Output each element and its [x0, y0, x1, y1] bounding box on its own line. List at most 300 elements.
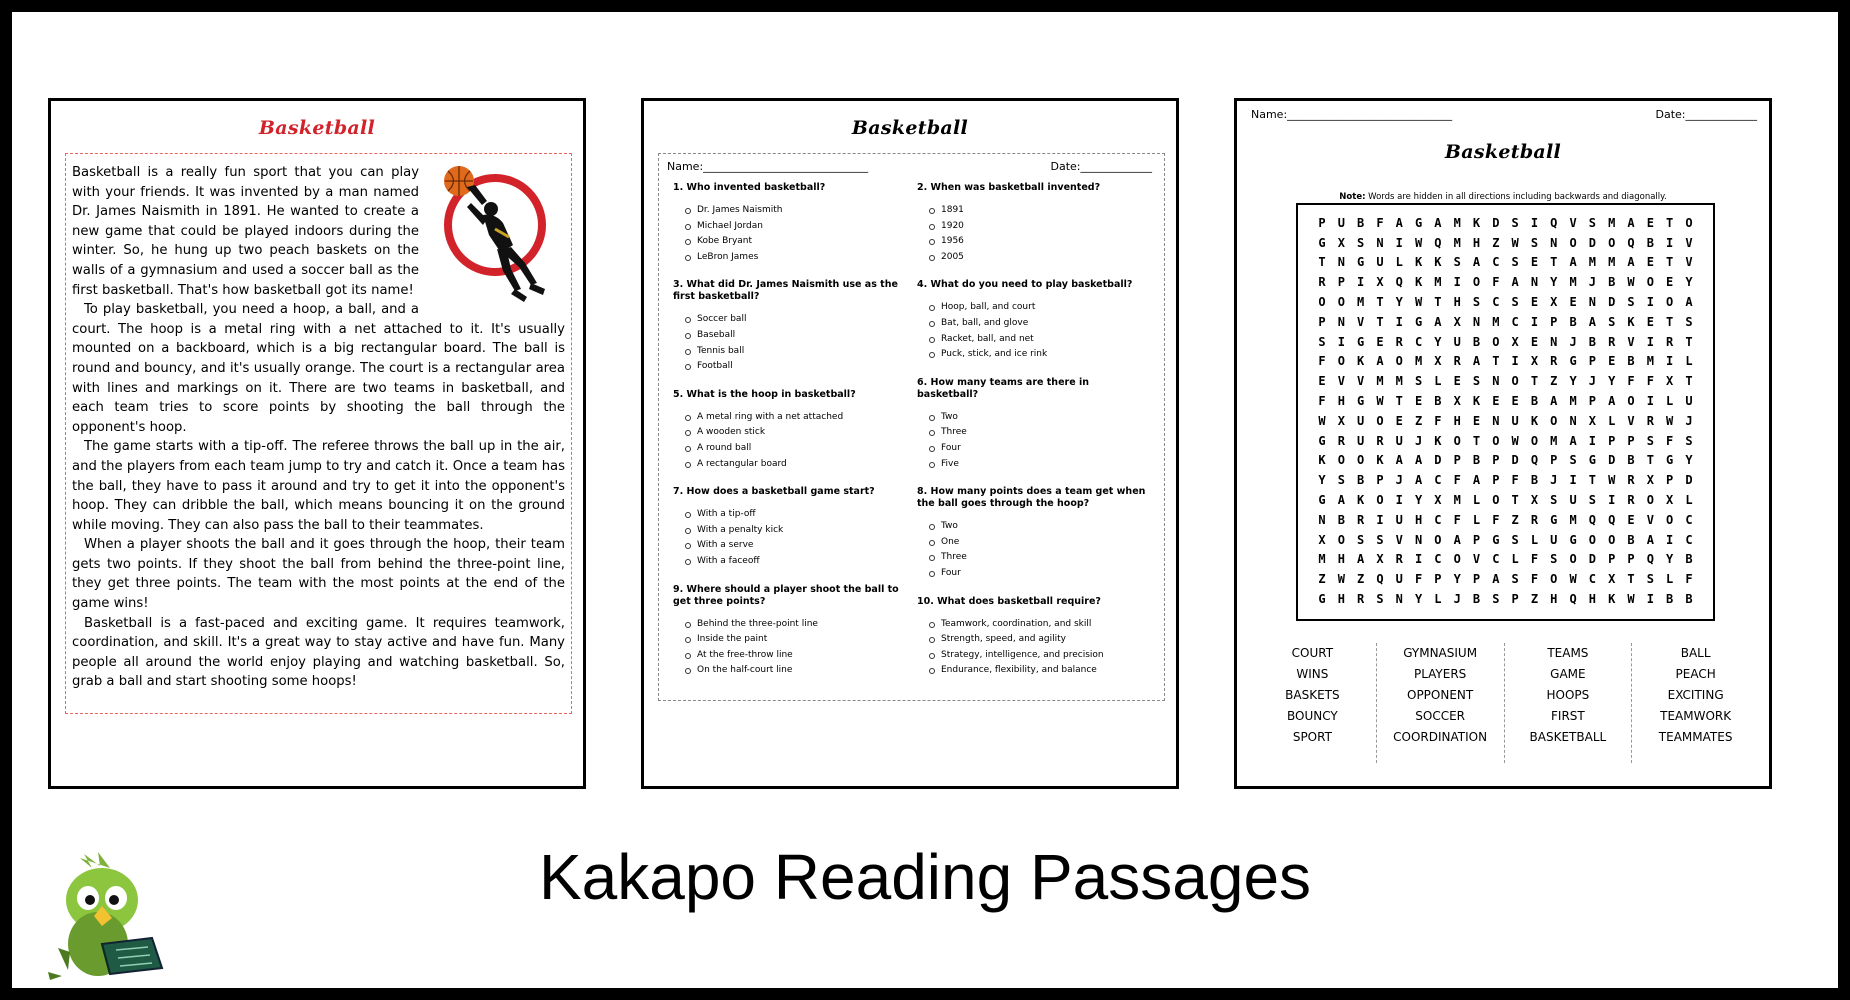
grid-letter[interactable]: O — [1588, 532, 1596, 547]
grid-letter[interactable]: G — [1569, 532, 1577, 547]
grid-letter[interactable]: E — [1376, 334, 1384, 349]
grid-letter[interactable]: A — [1434, 314, 1442, 329]
grid-letter[interactable]: S — [1337, 473, 1345, 488]
grid-letter[interactable]: E — [1414, 394, 1423, 409]
grid-letter[interactable]: Q — [1627, 235, 1635, 250]
grid-letter[interactable]: W — [1337, 572, 1345, 587]
grid-letter[interactable]: U — [1395, 512, 1403, 527]
grid-letter[interactable]: O — [1337, 354, 1345, 369]
grid-letter[interactable]: C — [1434, 552, 1442, 567]
grid-letter[interactable]: Y — [1666, 552, 1674, 567]
grid-letter[interactable]: R — [1357, 592, 1365, 607]
grid-letter[interactable]: F — [1453, 473, 1461, 488]
grid-letter[interactable]: E — [1492, 394, 1500, 409]
grid-letter[interactable]: B — [1472, 592, 1481, 607]
grid-letter[interactable]: S — [1627, 295, 1635, 310]
grid-letter[interactable]: I — [1646, 592, 1654, 607]
grid-letter[interactable]: X — [1666, 493, 1674, 508]
grid-letter[interactable]: R — [1357, 512, 1365, 527]
grid-letter[interactable]: G — [1569, 354, 1577, 369]
grid-letter[interactable]: T — [1318, 255, 1326, 270]
grid-letter[interactable]: F — [1434, 413, 1442, 428]
grid-letter[interactable]: V — [1357, 374, 1365, 389]
grid-letter[interactable]: V — [1627, 413, 1635, 428]
grid-letter[interactable]: T — [1492, 354, 1500, 369]
grid-letter[interactable]: Q — [1550, 215, 1558, 230]
quiz-option[interactable]: 1920 — [929, 219, 1147, 235]
grid-letter[interactable]: H — [1453, 295, 1461, 310]
grid-letter[interactable]: Z — [1414, 413, 1423, 428]
grid-letter[interactable]: M — [1453, 235, 1461, 250]
grid-letter[interactable]: E — [1472, 413, 1481, 428]
grid-letter[interactable]: P — [1550, 314, 1558, 329]
grid-letter[interactable]: M — [1376, 374, 1384, 389]
grid-letter[interactable]: V — [1627, 334, 1635, 349]
grid-letter[interactable]: O — [1646, 493, 1654, 508]
grid-letter[interactable]: A — [1472, 255, 1481, 270]
grid-letter[interactable]: L — [1395, 255, 1403, 270]
grid-letter[interactable]: T — [1550, 255, 1558, 270]
grid-letter[interactable]: B — [1434, 394, 1442, 409]
grid-letter[interactable]: P — [1550, 453, 1558, 468]
grid-letter[interactable]: I — [1511, 354, 1519, 369]
grid-letter[interactable]: A — [1395, 215, 1403, 230]
grid-letter[interactable]: K — [1472, 394, 1481, 409]
grid-letter[interactable]: M — [1569, 275, 1577, 290]
grid-letter[interactable]: S — [1511, 572, 1519, 587]
grid-letter[interactable]: T — [1666, 215, 1674, 230]
grid-letter[interactable]: O — [1685, 215, 1693, 230]
grid-letter[interactable]: W — [1414, 295, 1423, 310]
quiz-option[interactable]: Endurance, flexibility, and balance — [929, 663, 1147, 679]
grid-letter[interactable]: Q — [1608, 512, 1616, 527]
grid-letter[interactable]: P — [1492, 453, 1500, 468]
grid-letter[interactable]: I — [1376, 512, 1384, 527]
grid-letter[interactable]: E — [1646, 255, 1654, 270]
grid-letter[interactable]: W — [1608, 473, 1616, 488]
grid-letter[interactable]: S — [1511, 215, 1519, 230]
grid-letter[interactable]: E — [1318, 374, 1326, 389]
grid-letter[interactable]: T — [1511, 493, 1519, 508]
grid-letter[interactable]: V — [1646, 512, 1654, 527]
grid-letter[interactable]: Y — [1685, 453, 1693, 468]
grid-letter[interactable]: W — [1569, 572, 1577, 587]
grid-letter[interactable]: L — [1434, 374, 1442, 389]
grid-letter[interactable]: L — [1685, 493, 1693, 508]
grid-letter[interactable]: H — [1337, 592, 1345, 607]
grid-letter[interactable]: O — [1376, 413, 1384, 428]
grid-letter[interactable]: A — [1627, 255, 1635, 270]
quiz-option[interactable]: Four — [929, 566, 1147, 582]
grid-letter[interactable]: E — [1395, 413, 1403, 428]
grid-letter[interactable]: F — [1492, 512, 1500, 527]
grid-letter[interactable]: N — [1550, 334, 1558, 349]
grid-letter[interactable]: F — [1646, 374, 1654, 389]
grid-letter[interactable]: J — [1588, 275, 1596, 290]
grid-letter[interactable]: U — [1395, 433, 1403, 448]
grid-letter[interactable]: T — [1646, 453, 1654, 468]
quiz-option[interactable]: Michael Jordan — [685, 219, 903, 235]
grid-letter[interactable]: K — [1357, 493, 1365, 508]
grid-letter[interactable]: K — [1357, 354, 1365, 369]
quiz-option[interactable]: Two — [929, 519, 1147, 535]
grid-letter[interactable]: O — [1357, 453, 1365, 468]
grid-letter[interactable]: K — [1434, 433, 1442, 448]
grid-letter[interactable]: D — [1511, 453, 1519, 468]
grid-letter[interactable]: I — [1646, 394, 1654, 409]
grid-letter[interactable]: D — [1434, 453, 1442, 468]
grid-letter[interactable]: T — [1588, 473, 1596, 488]
grid-letter[interactable]: L — [1511, 552, 1519, 567]
grid-letter[interactable]: S — [1472, 374, 1481, 389]
grid-letter[interactable]: K — [1318, 453, 1326, 468]
quiz-option[interactable]: Two — [929, 410, 1147, 426]
quiz-option[interactable]: Puck, stick, and ice rink — [929, 347, 1147, 363]
grid-letter[interactable]: Z — [1492, 235, 1500, 250]
grid-letter[interactable]: B — [1666, 592, 1674, 607]
quiz-option[interactable]: Five — [929, 457, 1147, 473]
quiz-option[interactable]: A round ball — [685, 441, 903, 457]
quiz-option[interactable]: With a tip-off — [685, 507, 903, 523]
grid-letter[interactable]: X — [1337, 413, 1345, 428]
grid-letter[interactable]: J — [1395, 473, 1403, 488]
grid-letter[interactable]: G — [1414, 215, 1423, 230]
grid-letter[interactable]: O — [1492, 493, 1500, 508]
grid-letter[interactable]: G — [1588, 453, 1596, 468]
grid-letter[interactable]: R — [1453, 354, 1461, 369]
grid-letter[interactable]: N — [1530, 275, 1539, 290]
grid-letter[interactable]: Y — [1434, 334, 1442, 349]
quiz-option[interactable]: Kobe Bryant — [685, 234, 903, 250]
grid-letter[interactable]: O — [1569, 552, 1577, 567]
grid-letter[interactable]: U — [1357, 413, 1365, 428]
grid-letter[interactable]: S — [1588, 215, 1596, 230]
grid-letter[interactable]: L — [1472, 512, 1481, 527]
grid-letter[interactable]: Y — [1414, 493, 1423, 508]
grid-letter[interactable]: A — [1588, 314, 1596, 329]
grid-letter[interactable]: Z — [1511, 512, 1519, 527]
grid-letter[interactable]: B — [1685, 592, 1693, 607]
grid-letter[interactable]: P — [1318, 215, 1326, 230]
grid-letter[interactable]: M — [1608, 255, 1616, 270]
quiz-option[interactable]: Tennis ball — [685, 344, 903, 360]
grid-letter[interactable]: T — [1376, 314, 1384, 329]
grid-letter[interactable]: F — [1530, 572, 1539, 587]
grid-letter[interactable]: E — [1530, 255, 1539, 270]
grid-letter[interactable]: L — [1530, 532, 1539, 547]
grid-letter[interactable]: K — [1414, 255, 1423, 270]
quiz-option[interactable]: 1891 — [929, 203, 1147, 219]
grid-letter[interactable]: S — [1376, 592, 1384, 607]
grid-letter[interactable]: C — [1492, 255, 1500, 270]
grid-letter[interactable]: X — [1511, 334, 1519, 349]
grid-letter[interactable]: J — [1588, 374, 1596, 389]
grid-letter[interactable]: D — [1608, 295, 1616, 310]
grid-letter[interactable]: P — [1453, 453, 1461, 468]
grid-letter[interactable]: X — [1434, 493, 1442, 508]
grid-letter[interactable]: A — [1472, 354, 1481, 369]
grid-letter[interactable]: W — [1627, 275, 1635, 290]
grid-letter[interactable]: I — [1646, 295, 1654, 310]
grid-letter[interactable]: O — [1627, 394, 1635, 409]
grid-letter[interactable]: B — [1627, 453, 1635, 468]
grid-letter[interactable]: I — [1588, 433, 1596, 448]
grid-letter[interactable]: O — [1608, 532, 1616, 547]
grid-letter[interactable]: U — [1685, 394, 1693, 409]
grid-letter[interactable]: S — [1376, 532, 1384, 547]
grid-letter[interactable]: I — [1608, 493, 1616, 508]
grid-letter[interactable]: O — [1550, 572, 1558, 587]
grid-letter[interactable]: M — [1569, 394, 1577, 409]
quiz-option[interactable]: Football — [685, 359, 903, 375]
grid-letter[interactable]: Z — [1357, 572, 1365, 587]
grid-letter[interactable]: N — [1318, 512, 1326, 527]
grid-letter[interactable]: S — [1685, 314, 1693, 329]
grid-letter[interactable]: O — [1337, 532, 1345, 547]
grid-letter[interactable]: I — [1666, 532, 1674, 547]
grid-letter[interactable]: P — [1434, 572, 1442, 587]
grid-letter[interactable]: X — [1530, 493, 1539, 508]
grid-letter[interactable]: A — [1453, 532, 1461, 547]
grid-letter[interactable]: Q — [1569, 592, 1577, 607]
grid-letter[interactable]: S — [1511, 255, 1519, 270]
grid-letter[interactable]: X — [1434, 354, 1442, 369]
grid-letter[interactable]: A — [1434, 215, 1442, 230]
grid-letter[interactable]: N — [1492, 413, 1500, 428]
grid-letter[interactable]: L — [1666, 394, 1674, 409]
grid-letter[interactable]: K — [1608, 592, 1616, 607]
grid-letter[interactable]: H — [1550, 592, 1558, 607]
grid-letter[interactable]: Y — [1414, 592, 1423, 607]
grid-letter[interactable]: K — [1472, 215, 1481, 230]
grid-letter[interactable]: A — [1569, 433, 1577, 448]
grid-letter[interactable]: F — [1627, 374, 1635, 389]
grid-letter[interactable]: I — [1357, 275, 1365, 290]
grid-letter[interactable]: B — [1472, 334, 1481, 349]
grid-letter[interactable]: M — [1395, 374, 1403, 389]
grid-letter[interactable]: A — [1569, 255, 1577, 270]
grid-letter[interactable]: X — [1453, 394, 1461, 409]
grid-letter[interactable]: B — [1530, 394, 1539, 409]
grid-letter[interactable]: X — [1608, 572, 1616, 587]
grid-letter[interactable]: V — [1569, 215, 1577, 230]
grid-letter[interactable]: O — [1453, 552, 1461, 567]
grid-letter[interactable]: F — [1318, 354, 1326, 369]
grid-letter[interactable]: L — [1608, 413, 1616, 428]
grid-letter[interactable]: K — [1434, 255, 1442, 270]
quiz-option[interactable]: Soccer ball — [685, 312, 903, 328]
grid-letter[interactable]: G — [1318, 433, 1326, 448]
quiz-option[interactable]: On the half-court line — [685, 663, 903, 679]
grid-letter[interactable]: O — [1530, 433, 1539, 448]
quiz-option[interactable]: With a penalty kick — [685, 523, 903, 539]
grid-letter[interactable]: S — [1608, 314, 1616, 329]
quiz-option[interactable]: Bat, ball, and glove — [929, 316, 1147, 332]
grid-letter[interactable]: K — [1530, 413, 1539, 428]
grid-letter[interactable]: C — [1685, 512, 1693, 527]
grid-letter[interactable]: M — [1434, 275, 1442, 290]
grid-letter[interactable]: M — [1588, 255, 1596, 270]
grid-letter[interactable]: F — [1318, 394, 1326, 409]
grid-letter[interactable]: O — [1666, 295, 1674, 310]
grid-letter[interactable]: S — [1511, 532, 1519, 547]
grid-letter[interactable]: O — [1569, 235, 1577, 250]
grid-letter[interactable]: G — [1357, 334, 1365, 349]
grid-letter[interactable]: A — [1550, 394, 1558, 409]
grid-letter[interactable]: J — [1685, 413, 1693, 428]
grid-letter[interactable]: M — [1357, 295, 1365, 310]
grid-letter[interactable]: R — [1627, 493, 1635, 508]
grid-letter[interactable]: N — [1376, 235, 1384, 250]
grid-letter[interactable]: G — [1318, 235, 1326, 250]
grid-letter[interactable]: F — [1376, 215, 1384, 230]
grid-letter[interactable]: O — [1492, 334, 1500, 349]
grid-letter[interactable]: E — [1646, 314, 1654, 329]
grid-letter[interactable]: N — [1492, 374, 1500, 389]
quiz-option[interactable]: Dr. James Naismith — [685, 203, 903, 219]
grid-letter[interactable]: W — [1511, 433, 1519, 448]
grid-letter[interactable]: U — [1337, 215, 1345, 230]
grid-letter[interactable]: A — [1685, 295, 1693, 310]
grid-letter[interactable]: Y — [1395, 295, 1403, 310]
grid-letter[interactable]: C — [1434, 512, 1442, 527]
grid-letter[interactable]: O — [1608, 235, 1616, 250]
grid-letter[interactable]: E — [1511, 394, 1519, 409]
grid-letter[interactable]: U — [1357, 433, 1365, 448]
grid-letter[interactable]: Y — [1569, 374, 1577, 389]
grid-letter[interactable]: Q — [1434, 235, 1442, 250]
grid-letter[interactable]: G — [1414, 314, 1423, 329]
grid-letter[interactable]: I — [1414, 552, 1423, 567]
grid-letter[interactable]: Y — [1685, 275, 1693, 290]
grid-letter[interactable]: P — [1608, 552, 1616, 567]
grid-letter[interactable]: E — [1569, 295, 1577, 310]
grid-letter[interactable]: V — [1472, 552, 1481, 567]
grid-letter[interactable]: H — [1588, 592, 1596, 607]
grid-letter[interactable]: S — [1414, 374, 1423, 389]
grid-letter[interactable]: G — [1357, 394, 1365, 409]
grid-letter[interactable]: P — [1627, 433, 1635, 448]
grid-letter[interactable]: B — [1357, 215, 1365, 230]
quiz-option[interactable]: LeBron James — [685, 250, 903, 266]
grid-letter[interactable]: A — [1646, 532, 1654, 547]
grid-letter[interactable]: P — [1627, 552, 1635, 567]
grid-letter[interactable]: S — [1530, 235, 1539, 250]
quiz-option[interactable]: Racket, ball, and net — [929, 332, 1147, 348]
grid-letter[interactable]: J — [1453, 592, 1461, 607]
quiz-option[interactable]: 2005 — [929, 250, 1147, 266]
grid-letter[interactable]: I — [1666, 235, 1674, 250]
grid-letter[interactable]: L — [1685, 354, 1693, 369]
grid-letter[interactable]: S — [1550, 493, 1558, 508]
grid-letter[interactable]: H — [1414, 512, 1423, 527]
grid-letter[interactable]: I — [1453, 275, 1461, 290]
grid-letter[interactable]: G — [1318, 592, 1326, 607]
grid-letter[interactable]: G — [1550, 512, 1558, 527]
grid-letter[interactable]: W — [1318, 413, 1326, 428]
grid-letter[interactable]: U — [1376, 255, 1384, 270]
grid-letter[interactable]: F — [1492, 275, 1500, 290]
grid-letter[interactable]: C — [1685, 532, 1693, 547]
grid-letter[interactable]: A — [1395, 453, 1403, 468]
grid-letter[interactable]: X — [1550, 295, 1558, 310]
grid-letter[interactable]: E — [1608, 354, 1616, 369]
grid-letter[interactable]: F — [1666, 433, 1674, 448]
grid-letter[interactable]: Q — [1588, 512, 1596, 527]
grid-letter[interactable]: I — [1395, 493, 1403, 508]
grid-letter[interactable]: N — [1414, 532, 1423, 547]
grid-letter[interactable]: C — [1434, 473, 1442, 488]
grid-letter[interactable]: K — [1414, 275, 1423, 290]
grid-letter[interactable]: T — [1472, 433, 1481, 448]
grid-letter[interactable]: J — [1569, 334, 1577, 349]
grid-letter[interactable]: O — [1550, 413, 1558, 428]
grid-letter[interactable]: T — [1627, 572, 1635, 587]
grid-letter[interactable]: D — [1492, 215, 1500, 230]
grid-letter[interactable]: Q — [1646, 552, 1654, 567]
quiz-option[interactable]: Inside the paint — [685, 632, 903, 648]
grid-letter[interactable]: R — [1666, 334, 1674, 349]
grid-letter[interactable]: O — [1472, 275, 1481, 290]
grid-letter[interactable]: B — [1357, 473, 1365, 488]
grid-letter[interactable]: A — [1511, 275, 1519, 290]
grid-letter[interactable]: K — [1627, 314, 1635, 329]
grid-letter[interactable]: Q — [1376, 572, 1384, 587]
grid-letter[interactable]: H — [1337, 394, 1345, 409]
grid-letter[interactable]: R — [1318, 275, 1326, 290]
grid-letter[interactable]: I — [1337, 334, 1345, 349]
quiz-option[interactable]: 1956 — [929, 234, 1147, 250]
grid-letter[interactable]: T — [1395, 394, 1403, 409]
grid-letter[interactable]: U — [1395, 572, 1403, 587]
grid-letter[interactable]: S — [1588, 493, 1596, 508]
grid-letter[interactable]: M — [1646, 354, 1654, 369]
grid-letter[interactable]: N — [1588, 295, 1596, 310]
grid-letter[interactable]: M — [1608, 215, 1616, 230]
grid-letter[interactable]: D — [1588, 235, 1596, 250]
grid-letter[interactable]: G — [1492, 532, 1500, 547]
grid-letter[interactable]: P — [1588, 394, 1596, 409]
grid-letter[interactable]: P — [1318, 314, 1326, 329]
grid-letter[interactable]: A — [1337, 493, 1345, 508]
grid-letter[interactable]: B — [1337, 512, 1345, 527]
grid-letter[interactable]: S — [1685, 433, 1693, 448]
grid-letter[interactable]: E — [1627, 512, 1635, 527]
grid-letter[interactable]: X — [1376, 552, 1384, 567]
quiz-option[interactable]: A metal ring with a net attached — [685, 410, 903, 426]
grid-letter[interactable]: B — [1588, 334, 1596, 349]
grid-letter[interactable]: A — [1376, 354, 1384, 369]
grid-letter[interactable]: P — [1588, 354, 1596, 369]
grid-letter[interactable]: U — [1550, 532, 1558, 547]
grid-letter[interactable]: B — [1472, 453, 1481, 468]
grid-letter[interactable]: U — [1511, 413, 1519, 428]
grid-letter[interactable]: C — [1511, 314, 1519, 329]
quiz-option[interactable]: Hoop, ball, and court — [929, 300, 1147, 316]
grid-letter[interactable]: X — [1318, 532, 1326, 547]
grid-letter[interactable]: O — [1395, 354, 1403, 369]
grid-letter[interactable]: I — [1530, 314, 1539, 329]
grid-letter[interactable]: S — [1492, 592, 1500, 607]
grid-letter[interactable]: M — [1414, 354, 1423, 369]
grid-letter[interactable]: E — [1666, 275, 1674, 290]
grid-letter[interactable]: T — [1376, 295, 1384, 310]
grid-letter[interactable]: E — [1530, 334, 1539, 349]
grid-letter[interactable]: B — [1569, 314, 1577, 329]
quiz-option[interactable]: Three — [929, 425, 1147, 441]
grid-letter[interactable]: U — [1569, 493, 1577, 508]
grid-letter[interactable]: F — [1414, 572, 1423, 587]
